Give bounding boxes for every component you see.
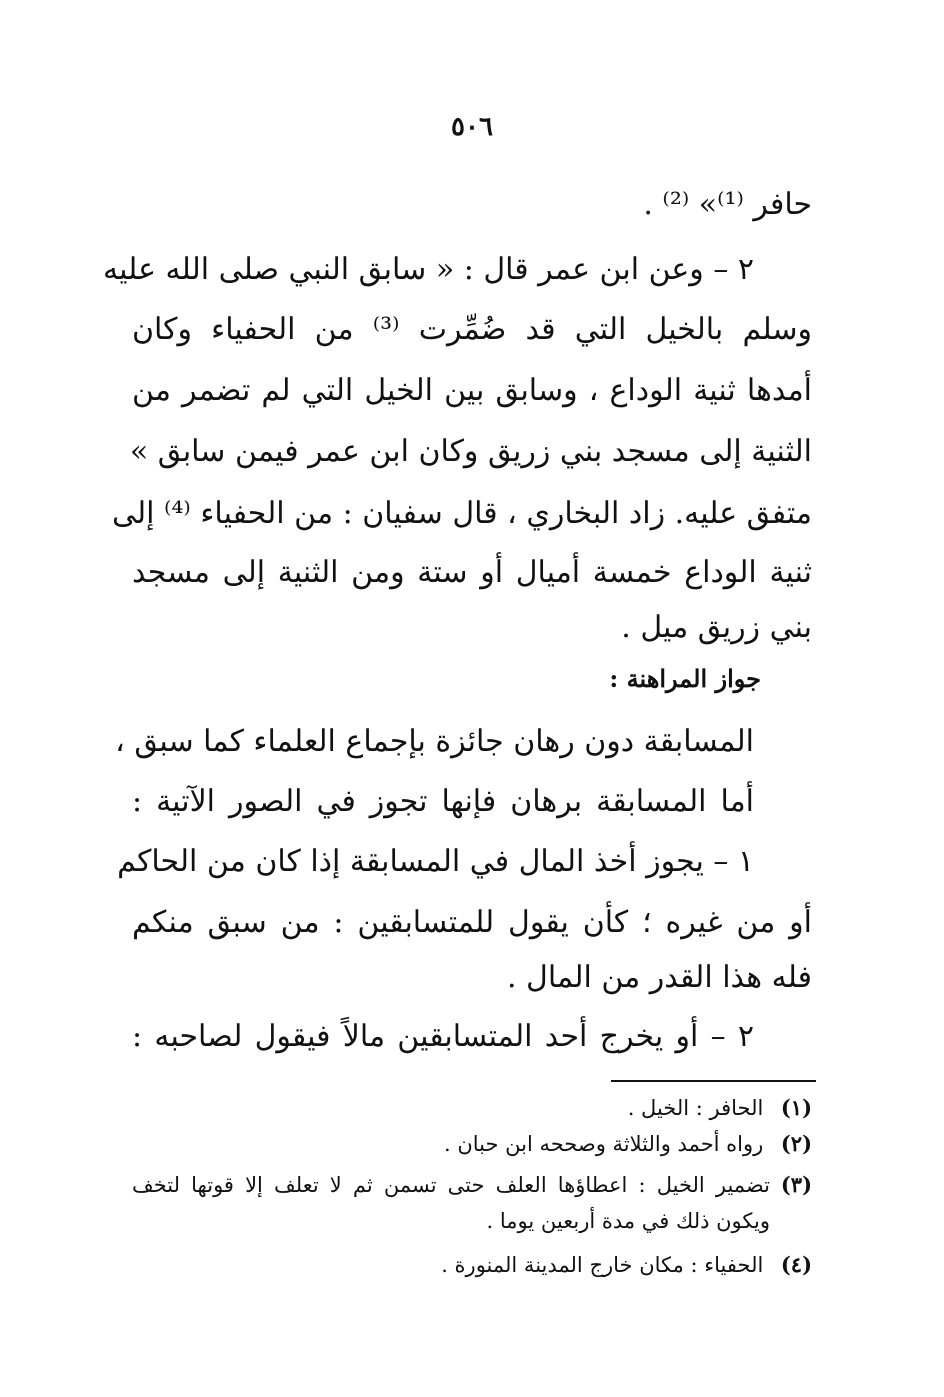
body-line: ٢ – وعن ابن عمر قال : « سابق النبي صلى الله عليه xyxy=(103,252,754,287)
footnote-number: (٤) xyxy=(780,1252,812,1277)
footnote-separator xyxy=(611,1080,816,1082)
section-line: المسابقة دون رهان جائزة بإجماع العلماء كما سبق ، xyxy=(115,724,754,759)
footnote-text: رواه أحمد والثلاثة وصححه ابن حبان . xyxy=(443,1132,764,1156)
footnote-text: تضمير الخيل : اعطاؤها العلف حتى تسمن ثم لا تعلف إلا قوتها لتخف xyxy=(132,1173,770,1197)
section-line: أو من غيره ؛ كأن يقول للمتسابقين : من سبق منكم xyxy=(132,905,812,940)
section-line: فله هذا القدر من المال . xyxy=(506,960,812,995)
footnote-text: الحفياء : مكان خارج المدينة المنورة . xyxy=(441,1253,764,1277)
section-line: ١ – يجوز أخذ المال في المسابقة إذا كان من الحاكم xyxy=(117,844,754,879)
footnote-text: الحافر : الخيل . xyxy=(627,1096,764,1120)
section-line: أما المسابقة برهان فإنها تجوز في الصور الآتية : xyxy=(132,784,754,819)
body-line: أمدها ثنية الوداع ، وسابق بين الخيل التي لم تضمر من xyxy=(132,373,812,408)
body-line: بني زريق ميل . xyxy=(621,610,812,645)
body-line: حافر ⁽¹⁾» ⁽²⁾ . xyxy=(643,187,812,222)
footnote-number: (١) xyxy=(780,1095,812,1120)
footnote-number: (٣) xyxy=(780,1172,812,1197)
body-line: ثنية الوداع خمسة أميال أو ستة ومن الثنية إلى مسجد xyxy=(132,555,812,590)
body-line: متفق عليه. زاد البخاري ، قال سفيان : من الحفياء ⁽⁴⁾ إلى xyxy=(112,496,812,531)
section-line: ٢ – أو يخرج أحد المتسابقين مالاً فيقول لصاحبه : xyxy=(132,1019,754,1054)
body-line: الثنية إلى مسجد بني زريق وكان ابن عمر فيمن سابق » xyxy=(129,434,812,469)
footnote-number: (٢) xyxy=(780,1131,812,1156)
page-number: ٥٠٦ xyxy=(451,112,493,142)
footnote-continuation: ويكون ذلك في مدة أربعين يوما . xyxy=(486,1209,770,1233)
section-heading: جواز المراهنة : xyxy=(609,664,761,693)
footnote xyxy=(132,1250,812,1280)
body-line: وسلم بالخيل التي قد ضُمِّرت ⁽³⁾ من الحفياء وكان xyxy=(132,312,812,347)
footnote xyxy=(132,1093,812,1123)
footnote xyxy=(132,1170,812,1200)
footnote xyxy=(132,1129,812,1159)
